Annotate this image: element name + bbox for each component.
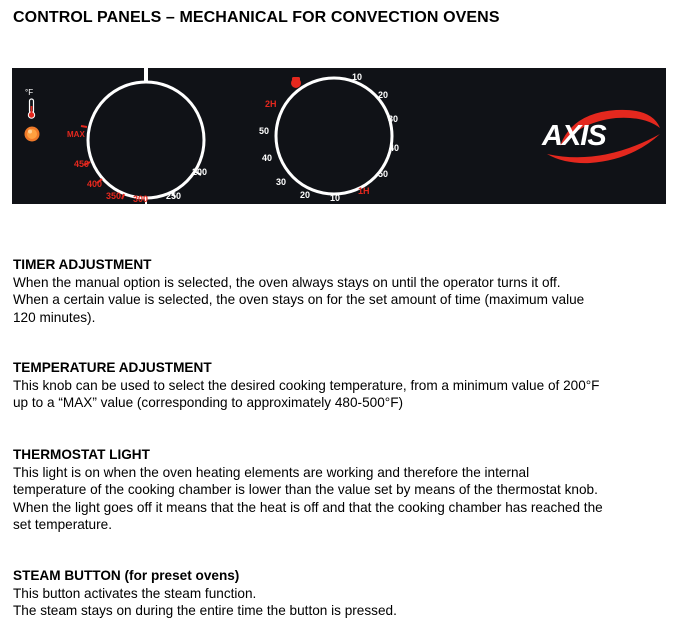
timer-knob[interactable] (259, 72, 399, 203)
timer-label-30-min: 30 (388, 114, 399, 124)
temp-label-350: 350 (106, 191, 122, 201)
temp-label-250: 250 (166, 191, 182, 201)
temp-label-300: 300 (133, 194, 149, 204)
manual-hand-icon (291, 77, 301, 88)
temp-label-400: 400 (87, 179, 103, 189)
section-line: up to a “MAX” value (corresponding to approximately 480-500°F) (13, 395, 404, 410)
temp-label-max: MAX (67, 130, 85, 139)
section-steam-button (13, 567, 668, 620)
timer-label-100-min: 40 (262, 153, 273, 163)
section-line: When a certain value is selected, the oven stays on for the set amount of time (maximum value (13, 292, 585, 307)
temp-label-200: 200 (192, 167, 208, 177)
section-heading: TIMER ADJUSTMENT (13, 257, 152, 272)
section-line: This light is on when the oven heating elements are working and therefore the internal (13, 464, 530, 480)
section-line: When the manual option is selected, the oven always stays on until the operator turns it off. (13, 274, 561, 290)
section-heading: THERMOSTAT LIGHT (13, 447, 150, 462)
timer-label-110-min: 50 (259, 126, 270, 136)
timer-label-80-min: 20 (300, 190, 311, 200)
brand-logo-text: AXIS (542, 120, 606, 152)
timer-label-70-min: 10 (330, 193, 341, 203)
section-line: set temperature. (13, 517, 112, 532)
timer-label-2h: 2H (265, 99, 277, 109)
timer-label-90-min: 30 (276, 177, 287, 187)
timer-label-50-min: 50 (378, 169, 389, 179)
page-title: CONTROL PANELS – MECHANICAL FOR CONVECTION OVENS (13, 9, 500, 26)
section-timer-adjustment (13, 256, 668, 326)
section-line: This knob can be used to select the desired cooking temperature, from a minimum value of 200°F (13, 377, 600, 393)
section-heading: TEMPERATURE ADJUSTMENT (13, 360, 212, 375)
temperature-knob[interactable] (67, 68, 207, 204)
section-line: When the light goes off it means that the heat is off and that the cooking chamber has reached the (13, 499, 603, 515)
timer-label-20-min: 20 (378, 90, 389, 100)
section-heading: STEAM BUTTON (for preset ovens) (13, 568, 240, 583)
thermostat-light (25, 127, 40, 142)
timer-label-40-min: 40 (389, 143, 400, 153)
temp-label-450: 450 (74, 159, 90, 169)
section-line: The steam stays on during the entire time the button is pressed. (13, 603, 397, 618)
unit-label: °F (25, 88, 34, 97)
timer-label-1h: 1H (358, 186, 370, 196)
timer-label-10-min: 10 (352, 72, 363, 82)
section-temperature-adjustment (13, 359, 668, 412)
thermometer-icon (28, 99, 34, 118)
section-line: This button activates the steam function. (13, 585, 257, 601)
control-panel (12, 68, 666, 204)
section-line: 120 minutes). (13, 309, 96, 325)
axis-logo (541, 110, 660, 163)
section-line: temperature of the cooking chamber is lower than the value set by means of the thermostat knob. (13, 482, 598, 497)
section-thermostat-light (13, 446, 668, 534)
control-panel-graphic (12, 68, 666, 204)
